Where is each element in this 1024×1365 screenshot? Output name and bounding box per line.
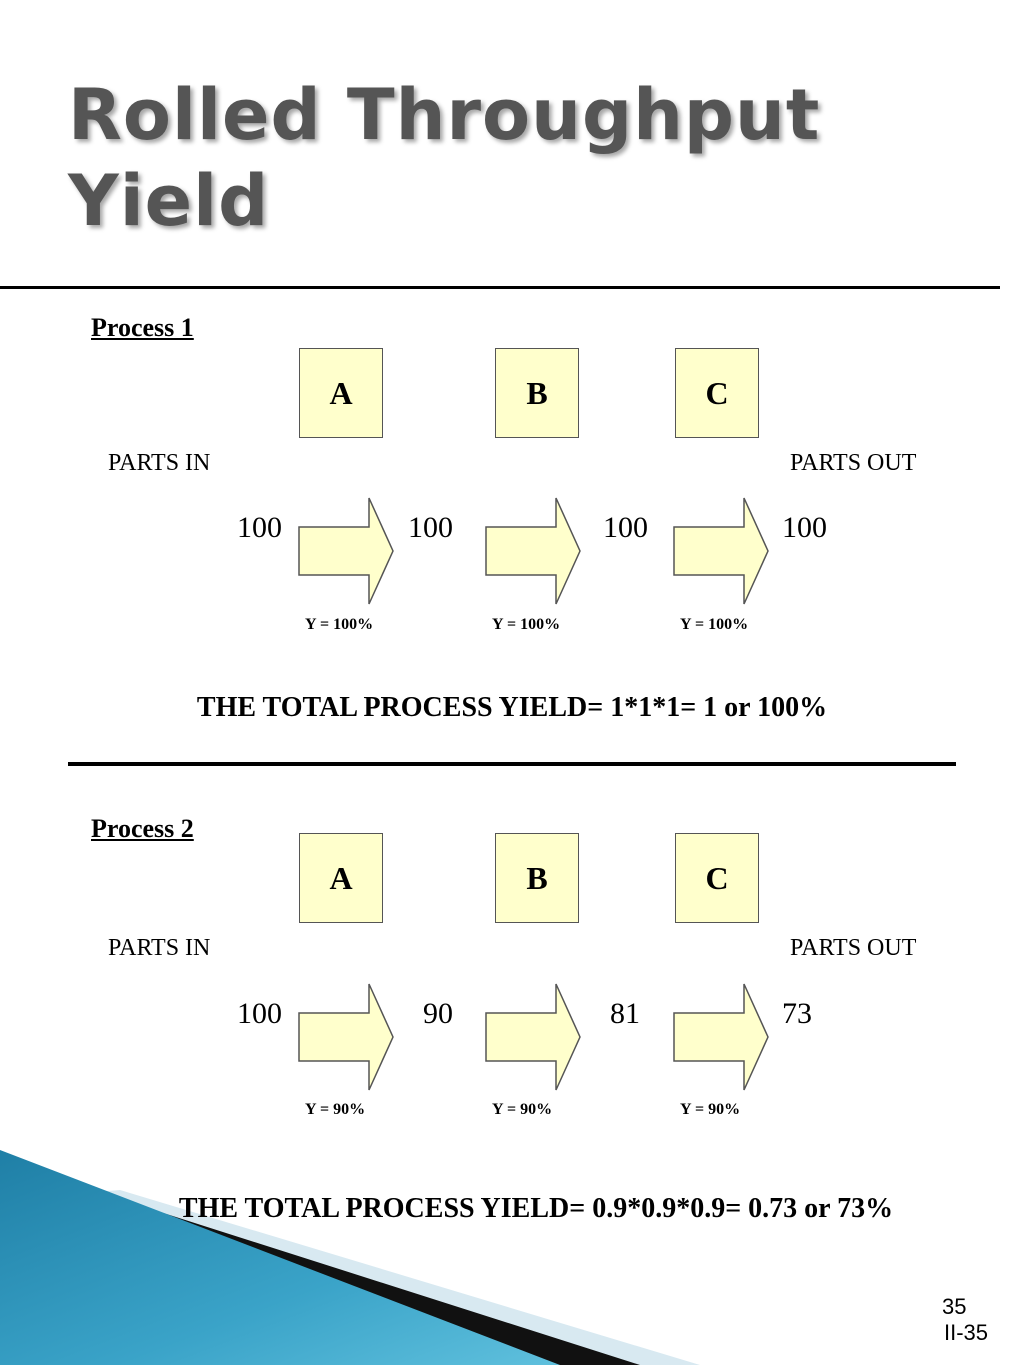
process2-count-after-a: 90	[423, 997, 453, 1030]
section-divider	[68, 762, 956, 766]
process1-arrow-a	[298, 497, 395, 606]
process1-count-in: 100	[237, 511, 282, 544]
process2-yield-b: Y = 90%	[492, 1101, 553, 1118]
process1-step-b-box: B	[495, 348, 579, 438]
process2-step-a-box: A	[299, 833, 383, 923]
process2-yield-a: Y = 90%	[305, 1101, 366, 1118]
process2-count-out: 73	[782, 997, 812, 1030]
process1-count-after-b: 100	[603, 511, 648, 544]
process1-total-yield: THE TOTAL PROCESS YIELD= 1*1*1= 1 or 100%	[196, 692, 828, 723]
process1-yield-c: Y = 100%	[680, 616, 749, 633]
slide-title: Rolled Throughput Yield	[68, 74, 821, 242]
process2-arrow-c	[673, 983, 770, 1092]
process2-parts-out-label: PARTS OUT	[790, 935, 917, 961]
process2-count-in: 100	[237, 997, 282, 1030]
process2-parts-in-label: PARTS IN	[108, 935, 211, 961]
process1-arrow-c	[673, 497, 770, 606]
process1-title: Process 1	[91, 313, 194, 342]
corner-decoration	[0, 1140, 700, 1365]
title-underline	[0, 286, 1000, 289]
process1-yield-a: Y = 100%	[305, 616, 374, 633]
process2-step-b-box: B	[495, 833, 579, 923]
process2-arrow-a	[298, 983, 395, 1092]
process2-count-after-b: 81	[610, 997, 640, 1030]
process1-parts-in-label: PARTS IN	[108, 450, 211, 476]
process2-total-yield: THE TOTAL PROCESS YIELD= 0.9*0.9*0.9= 0.73 or 73%	[178, 1193, 894, 1224]
process1-parts-out-label: PARTS OUT	[790, 450, 917, 476]
page-number: 35	[942, 1294, 967, 1319]
process1-arrow-b	[485, 497, 582, 606]
process2-yield-c: Y = 90%	[680, 1101, 741, 1118]
process1-step-a-box: A	[299, 348, 383, 438]
process2-arrow-b	[485, 983, 582, 1092]
process2-title: Process 2	[91, 814, 194, 843]
process1-yield-b: Y = 100%	[492, 616, 561, 633]
process1-count-after-a: 100	[408, 511, 453, 544]
process1-step-c-box: C	[675, 348, 759, 438]
page-reference: II-35	[944, 1320, 989, 1345]
process1-count-out: 100	[782, 511, 827, 544]
process2-step-c-box: C	[675, 833, 759, 923]
